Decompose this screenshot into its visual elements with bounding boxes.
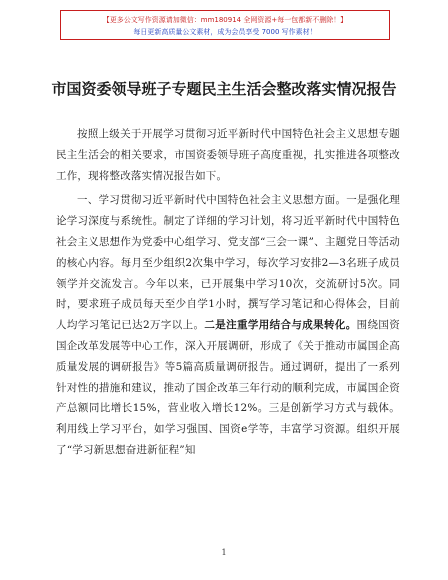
intro-paragraph: 按照上级关于开展学习贯彻习近平新时代中国特色社会主义思想专题民主生活会的相关要求，市国资委领导班子高度重视，扎实推进各项整改工作，现将整改落实情况报告如下。 (56, 128, 400, 182)
banner-line-2: 每日更新高质量公文素材，成为会员享受 7000 写作素材！ (133, 28, 317, 36)
document-body (56, 124, 400, 461)
document-title: 市国资委领导班子专题民主生活会整改落实情况报告 (51, 80, 397, 98)
page-number: 1 (221, 548, 227, 557)
section-one-text: 一、学习贯彻习近平新时代中国特色社会主义思想方面。一是强化理论学习深度与系统性。制定了详细的学习计划，将习近平新时代中国特色社会主义思想作为党委中心组学习、党支部“三会一课”、主题党日等活动的核心内容。每月至少组织2次集中学习，每次学习安排2—3名班子成员领学并交流发言。今年以来，已开展集中学习10次，交流研讨5次。同时，要求班子成员每天至少自学1小时，撰写学习笔记和心得体会，目前人均学习笔记已达2万字以上。 (56, 194, 400, 332)
emphasis-heading: 二是注重学用结合与成果转化。 (204, 319, 357, 332)
section-one-continued: 围绕国资国企改革发展等中心工作，深入开展调研，形成了《关于推动市属国企高质量发展的调研报告》等5篇高质量调研报告。通过调研，提出了一系列针对性的措施和建议，推动了国企改革三年行动的顺利完成，市属国企资产总额同比增长15%，营业收入增长12%。三是创新学习方式与载体。利用线上学习平台，如学习强国、国资e学等，丰富学习资源。组织开展了“学习新思想奋进新征程”知 (56, 319, 400, 456)
banner-line-1: 【更多公文写作资源请加微信：mm180914 全网资源+每一包都新不删除！】 (102, 16, 348, 24)
promo-banner (60, 10, 390, 40)
section-one-paragraph (56, 190, 400, 460)
